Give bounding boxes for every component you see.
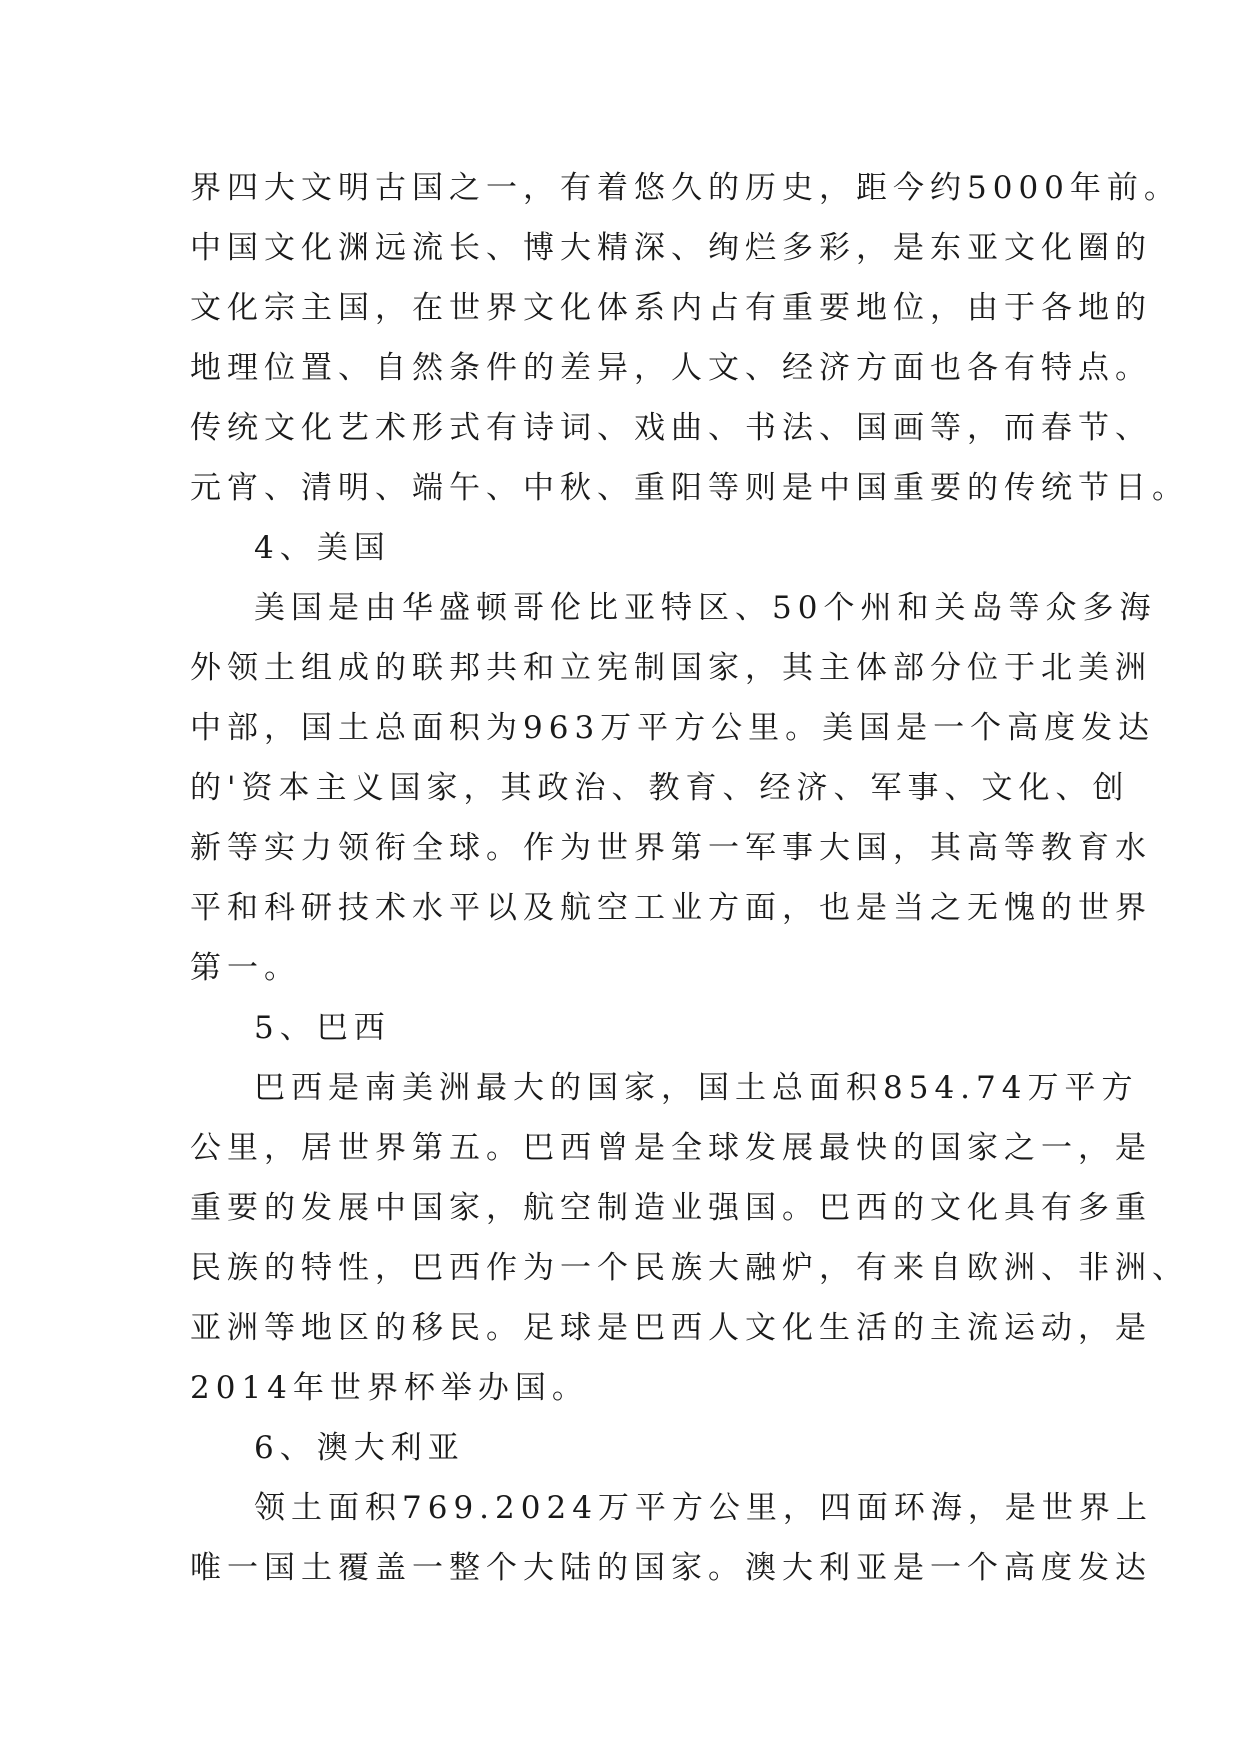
paragraph-line: 新等实力领衔全球。作为世界第一军事大国，其高等教育水	[190, 830, 1152, 866]
document-body	[190, 158, 1189, 1598]
paragraph-line: 元宵、清明、端午、中秋、重阳等则是中国重要的传统节日。	[190, 470, 1189, 506]
section-heading-usa: 4、美国	[254, 530, 391, 566]
section-heading-brazil: 5、巴西	[254, 1010, 391, 1046]
paragraph-line: 外领土组成的联邦共和立宪制国家，其主体部分位于北美洲	[190, 650, 1152, 686]
paragraph-line: 美国是由华盛顿哥伦比亚特区、50个州和关岛等众多海	[254, 590, 1157, 626]
paragraph-line: 平和科研技术水平以及航空工业方面，也是当之无愧的世界	[190, 890, 1152, 926]
section-heading-australia: 6、澳大利亚	[254, 1430, 465, 1466]
paragraph-line: 第一。	[190, 950, 301, 986]
paragraph-line: 中部，国土总面积为963万平方公里。美国是一个高度发达	[190, 710, 1156, 746]
paragraph-line: 公里，居世界第五。巴西曾是全球发展最快的国家之一，是	[190, 1130, 1152, 1166]
paragraph-line: 唯一国土覆盖一整个大陆的国家。澳大利亚是一个高度发达	[190, 1550, 1152, 1586]
paragraph-line: 中国文化渊远流长、博大精深、绚烂多彩，是东亚文化圈的	[190, 230, 1152, 266]
paragraph-line: 民族的特性，巴西作为一个民族大融炉，有来自欧洲、非洲、	[190, 1250, 1189, 1286]
paragraph-line: 2014年世界杯举办国。	[190, 1370, 589, 1406]
paragraph-line: 亚洲等地区的移民。足球是巴西人文化生活的主流运动，是	[190, 1310, 1152, 1346]
paragraph-line: 地理位置、自然条件的差异，人文、经济方面也各有特点。	[190, 350, 1152, 386]
paragraph-line: 界四大文明古国之一，有着悠久的历史，距今约5000年前。	[190, 170, 1181, 206]
paragraph-line: 传统文化艺术形式有诗词、戏曲、书法、国画等，而春节、	[190, 410, 1152, 446]
paragraph-line: 巴西是南美洲最大的国家，国土总面积854.74万平方	[254, 1070, 1139, 1106]
paragraph-line: 重要的发展中国家，航空制造业强国。巴西的文化具有多重	[190, 1190, 1152, 1226]
paragraph-line: 领土面积769.2024万平方公里，四面环海，是世界上	[254, 1490, 1153, 1526]
paragraph-line: 的'资本主义国家，其政治、教育、经济、军事、文化、创	[190, 770, 1130, 806]
paragraph-line: 文化宗主国，在世界文化体系内占有重要地位，由于各地的	[190, 290, 1152, 326]
